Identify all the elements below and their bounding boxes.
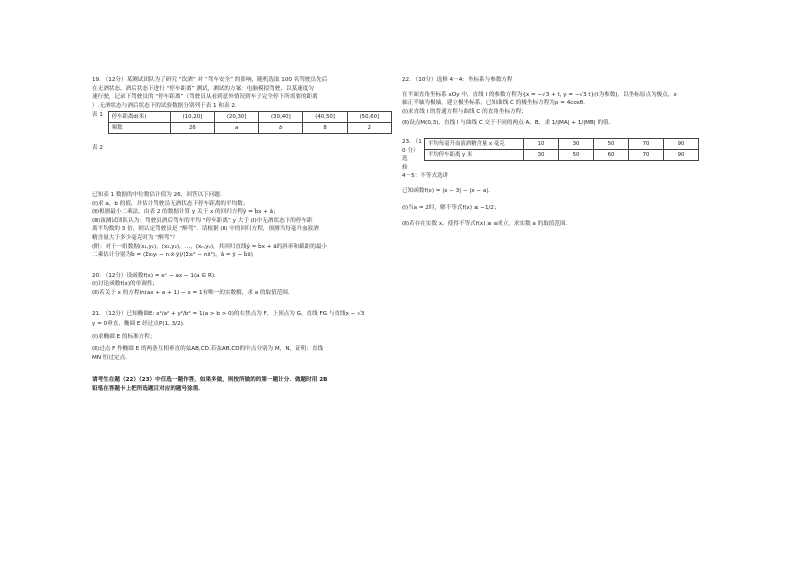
q19-line: 19. （12分）某测试团队为了研究 “饮酒” 对 “驾车安全” 的影响，随机选取 100 名驾驶员先后 — [92, 77, 328, 83]
q21-line: MN 恒过定点． — [92, 354, 131, 361]
q19-line: (Ⅱ)根据最小二乘法，由表 2 的数据计算 y 关于 x 的回归方程ŷ = b̂x + â； — [92, 209, 279, 216]
q19-line: 在无酒状态、酒后状态下进行 “停车距离” 测试，测试的方案：电脑模拟驾驶，以某速度匀 — [92, 85, 314, 92]
question-21 — [92, 310, 392, 394]
table-cell: b — [259, 123, 303, 134]
instruction-line: 请考生在题（22）（23）中任选一题作答，如果多做，则按所做的的第一题计分．做题时用 2B — [92, 377, 328, 384]
q19-subparts — [92, 191, 392, 260]
q23-line: (Ⅰ)当a = 2时，解不等式f(x) ≤ −1/2； — [402, 204, 500, 211]
q19-line: ）.无酒状态与酒后状态下的试验数据分别列于表 1 和表 2． — [92, 102, 241, 109]
question-22 — [402, 76, 707, 128]
table-cell: 频数 — [108, 123, 170, 134]
table-cell: 60 — [594, 149, 629, 160]
q19-line: (附：对于一组数据(x₁,y₁)，(x₂,y₂)，…，(xₙ,yₙ)，其回归直线ŷ = b̂x + â的斜率和截距的最小 — [92, 243, 328, 250]
q19-line: 精含量大于多少毫克时为 “醉驾”？ — [92, 234, 178, 241]
question-23-body — [402, 172, 707, 228]
table-cell: 平均每毫升血液酒精含量 x 毫克 — [425, 138, 524, 149]
table-cell: a — [215, 123, 259, 134]
table-cell: (50,60] — [347, 112, 391, 123]
q21-line: y = 0垂直，椭圆 E 经过点P(1, 3/2)． — [92, 321, 189, 328]
q23-line: (Ⅱ)若存在实数 x，使得不等式f(x) ≥ a成立，求实数 a 的取值范围． — [402, 221, 572, 228]
table-cell: 50 — [559, 149, 594, 160]
q23-label — [402, 138, 424, 172]
table-cell: 30 — [559, 138, 594, 149]
table-cell: 26 — [170, 123, 214, 134]
table-cell: (10,20] — [170, 112, 214, 123]
table2-caption: 表 2 — [92, 145, 103, 152]
table-cell: 停车距离d(米) — [108, 112, 170, 123]
q20-line: (Ⅱ)若关于 x 的方程ln(ax + a + 1) − x = 1有唯一的实数解，求 a 的取值范围． — [92, 289, 294, 296]
q23-label-line: 0 分） — [402, 147, 419, 154]
question-19 — [92, 76, 392, 260]
table-cell: (30,40] — [259, 112, 303, 123]
table-2 — [424, 138, 699, 161]
table-row — [108, 112, 391, 123]
table1-block — [92, 111, 392, 134]
table-cell: 2 — [347, 123, 391, 134]
q23-label-line: 修 — [402, 164, 408, 171]
table-cell: 70 — [629, 149, 664, 160]
question-20 — [92, 272, 392, 298]
table-row — [425, 149, 699, 160]
table-cell: (40,50] — [303, 112, 347, 123]
q22-line: (Ⅰ)求直线 l 的普通方程与曲线 C 的直角坐标方程； — [402, 108, 527, 115]
q19-line: 已知表 1 数据的中位数估计值为 26，回答以下问题． — [92, 191, 226, 198]
q22-line: (Ⅱ)设点M(0,3)，直线 l 与曲线 C 交于不同的两点 A、B，求 1/|MA| + 1/|MB| 的值． — [402, 120, 615, 127]
table-1 — [108, 111, 392, 134]
q20-line: 20. （12分）设函数f(x) = eˣ − ax − 1(a ∈ R). — [92, 272, 216, 279]
q23-line: 4－5：不等式选讲 — [402, 173, 449, 180]
table-row — [108, 123, 391, 134]
table-cell: 30 — [524, 149, 559, 160]
q22-line: 22. （10分）选修 4－4：坐标系与参数方程 — [402, 77, 513, 83]
question-23 — [402, 138, 707, 172]
q21-line: 21. （12分）已知椭圆E: x²/a² + y²/b² = 1(a > b > 0)的右焦点为 F，上顶点为 G，直线 FG 与直线x − √3 — [92, 310, 365, 317]
q22-line: 在平面直角坐标系 xOy 中，直线 l 的参数方程为{x = −√3 + t, y = −√3 t}(t为参数)，以坐标原点为极点，x — [402, 91, 677, 98]
table-cell: 90 — [664, 138, 699, 149]
table-cell: 8 — [303, 123, 347, 134]
q23-label-line: 23. （1 — [402, 138, 422, 145]
table-row — [425, 138, 699, 149]
right-column — [402, 76, 707, 229]
q20-line: (Ⅰ)讨论函数f(x)的单调性； — [92, 281, 159, 288]
instruction-line: 铅笔在答题卡上把所选题目对应的题号涂黑． — [92, 386, 204, 393]
q23-line: 已知函数f(x) = |x − 3| − |x − a|． — [402, 187, 494, 194]
q19-line: (Ⅰ)求 a，b 的值，并估计驾驶员无酒状态下停车距离的平均数； — [92, 200, 249, 207]
table-cell: 50 — [594, 138, 629, 149]
q19-line: 速行驶，记录下驾驶员的 “停车距离”（驾驶员从看到意外情况到车子完全停下所需要的距离 — [92, 94, 318, 101]
table-cell: 平均停车距离 y 米 — [425, 149, 524, 160]
q19-line: 二乘估计分别为b̂ = (Σxᵢyᵢ − n·x̄·ȳ)/(Σxᵢ² − nx̄²)，â = ȳ − b̂x̄) — [92, 252, 253, 259]
table-cell: 90 — [664, 149, 699, 160]
table-cell: (20,30] — [215, 112, 259, 123]
choose-one-instruction — [92, 376, 392, 393]
q19-line: (Ⅲ)该测试团队认为：驾驶员酒后驾车的平均 “停车距离” y 大于 (Ⅰ)中无酒状态下的停车距 — [92, 217, 313, 224]
left-column — [92, 76, 392, 394]
q22-line: 轴正半轴为极轴，建立极坐标系，已知曲线 C 的极坐标方程为ρ = 4cosθ． — [402, 100, 589, 107]
q21-line: (Ⅰ)求椭圆 E 的标准方程； — [92, 333, 156, 340]
q19-line: 离平均数的 3 倍，则认定驾驶员是 “醉驾”．请根据 (Ⅱ) 中的回归方程，预测当每毫升血液酒 — [92, 226, 319, 233]
table-cell: 10 — [524, 138, 559, 149]
table-cell: 70 — [629, 138, 664, 149]
q21-line: (Ⅱ)过点 F 作椭圆 E 的两条互相垂直的弦AB,CD.若弦AB,CD的中点分别为 M，N，证明：直线 — [92, 346, 324, 353]
q23-label-line: 选 — [402, 156, 408, 163]
table1-caption: 表 1 — [92, 112, 103, 119]
